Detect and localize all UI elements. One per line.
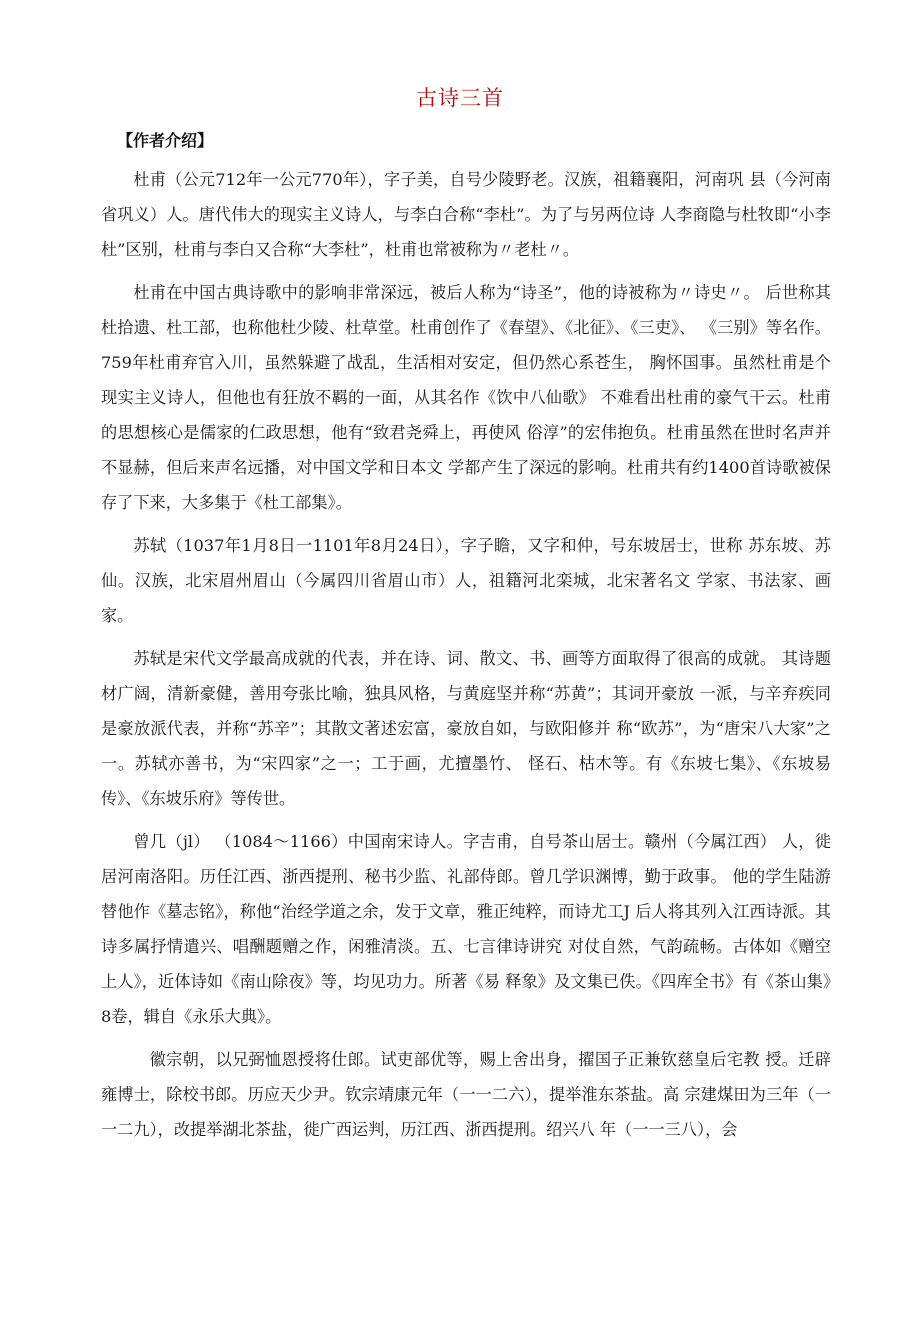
paragraph-zeng-ji-career: 徽宗朝，以兄弼恤恩授将仕郎。试吏部优等，赐上舍出身，擢国子正兼钦慈皇后宅教 授。迁辟雍博士，除校书郎。历应天少尹。钦宗靖康元年（一一二六），提举淮东茶盐。高 宗建煤田为三年（一一二九），改提举湖北茶盐，徙广西运判，历江西、浙西提刑。绍兴八 年（一一三八），会 [101,1050,831,1139]
document-body [101,162,831,1147]
paragraph-su-shi-achievements: 苏轼是宋代文学最高成就的代表，并在诗、词、散文、书、画等方面取得了很高的成就。 其诗题材广阔，清新豪健，善用夸张比喻，独具风格，与黄庭坚并称“苏黄”；其词开豪放 一派，与辛弃疾同是豪放派代表，并称“苏辛”；其散文著述宏富，豪放自如，与欧阳修并 称“欧苏”，为“唐宋八大家”之一。苏轼亦善书，为“宋四家”之一；工于画，尤擅墨竹、 怪石、枯木等。有《东坡七集》、《东坡易传》、《东坡乐府》等传世。 [101,649,831,808]
paragraph-du-fu-influence: 杜甫在中国古典诗歌中的影响非常深远，被后人称为“诗圣”，他的诗被称为〃诗史〃。 后世称其杜拾遗、杜工部，也称他杜少陵、杜草堂。杜甫创作了《春望》、《北征》、《三吏》、 《三别》等名作。759年杜甫弃官入川，虽然躲避了战乱，生活相对安定，但仍然心系苍生， 胸怀国事。虽然杜甫是个现实主义诗人，但他也有狂放不羁的一面，从其名作《饮中八仙歌》 不难看出杜甫的豪气干云。杜甫的思想核心是儒家的仁政思想，他有“致君尧舜上，再使风 俗淳”的宏伟抱负。杜甫虽然在世时名声并不显赫，但后来声名远播，对中国文学和日本文 学都产生了深远的影响。杜甫共有约1400首诗歌被保存了下来，大多集于《杜工部集》。 [101,283,831,512]
section-heading: 【作者介绍】 [117,131,214,150]
page-title: 古诗三首 [416,86,504,110]
paragraph-zeng-ji-bio: 曾几（jl） （1084〜1166）中国南宋诗人。字吉甫，自号茶山居士。赣州（今属江西） 人，徙居河南洛阳。历任江西、浙西提刑、秘书少监、礼部侍郎。曾几学识渊博，勤于政事。 他的学生陆游替他作《墓志铭》，称他“治经学道之余，发于文章，雅正纯粹，而诗尤工J 后人将其列入江西诗派。其诗多属抒情遣兴、唱酬题赠之作，闲雅清淡。五、七言律诗讲究 对仗自然，气韵疏畅。古体如《赠空上人》，近体诗如《南山除夜》等，均见功力。所著《易 释象》及文集已佚。《四库全书》有《茶山集》8卷，辑自《永乐大典》。 [101,832,831,1026]
paragraph-du-fu-bio: 杜甫（公元712年一公元770年），字子美，自号少陵野老。汉族，祖籍襄阳，河南巩 县（今河南省巩义）人。唐代伟大的现实主义诗人，与李白合称“李杜”。为了与另两位诗 人李商隐与杜牧即“小李杜”区别，杜甫与李白又合称“大李杜”，杜甫也常被称为〃老杜〃。 [101,170,831,259]
paragraph-su-shi-bio: 苏轼（1037年1月8日一1101年8月24日），字子瞻，又字和仲，号东坡居士，世称 苏东坡、苏仙。汉族，北宋眉州眉山（今属四川省眉山市）人，祖籍河北栾城，北宋著名文 学家、书法家、画家。 [101,536,831,625]
